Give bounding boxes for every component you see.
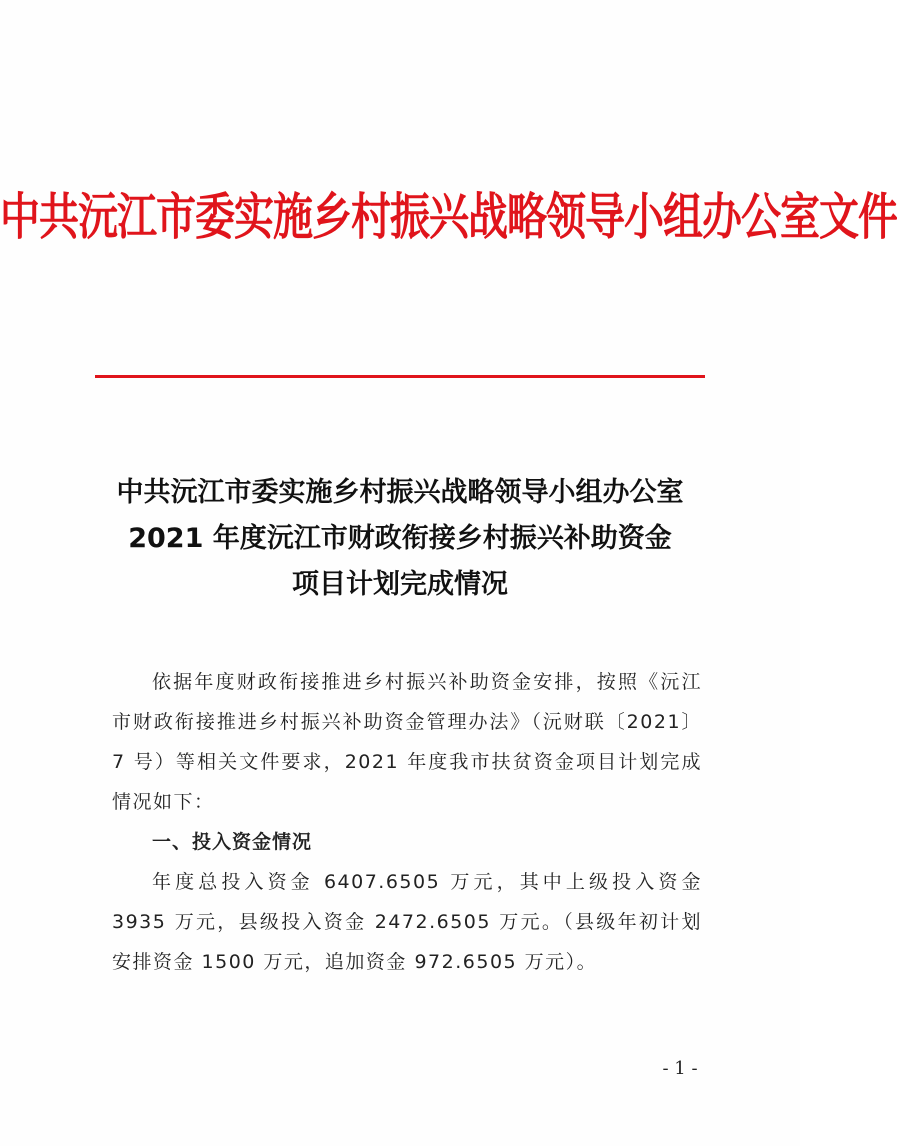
document-title-line-1: 中共沅江市委实施乡村振兴战略领导小组办公室	[116, 477, 684, 508]
page-number: - 1 -	[662, 1058, 698, 1079]
intro-paragraph: 依据年度财政衔接推进乡村振兴补助资金安排，按照《沅江市财政衔接推进乡村振兴补助资金管理办法》（沅财联〔2021〕7 号）等相关文件要求，2021 年度我市扶贫资金项目计划完成情况如下：	[112, 671, 702, 813]
issuer-header-title: 中共沅江市委实施乡村振兴战略领导小组办公室文件	[0, 187, 897, 247]
document-body	[112, 662, 702, 982]
document-title-line-2: 2021 年度沅江市财政衔接乡村振兴补助资金	[128, 523, 672, 554]
document-title	[0, 470, 800, 608]
section-1-paragraph: 年度总投入资金 6407.6505 万元，其中上级投入资金 3935 万元，县级投入资金 2472.6505 万元。（县级年初计划安排资金 1500 万元，追加资金 972.6505 万元）。	[112, 871, 702, 973]
section-1-heading: 一、投入资金情况	[152, 831, 313, 853]
document-title-line-3: 项目计划完成情况	[292, 569, 508, 600]
red-divider-line	[95, 375, 705, 378]
